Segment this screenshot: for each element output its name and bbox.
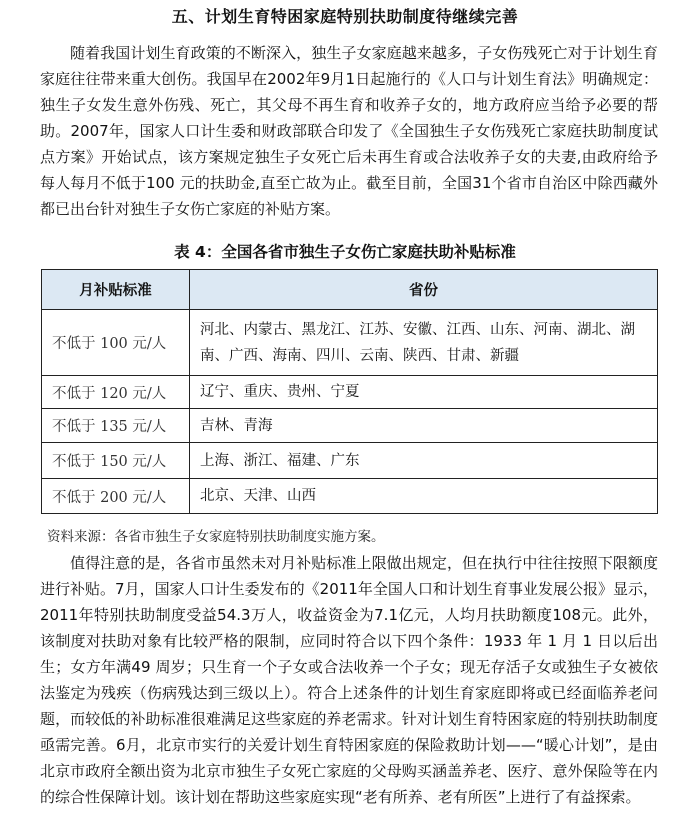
body-paragraph: 值得注意的是，各省市虽然未对月补贴标准上限做出规定，但在执行中往往按照下限额度进行补贴。7月，国家人口计生委发布的《2011年全国人口和计划生育事业发展公报》显示，2011年特别扶助制度受益54.3万人，收益资金为7.1亿元，人均月扶助额度108元。此外，该制度对扶助对象有比较严格的限制，应同时符合以下四个条件：1933 年 1 月 1 日以后出生；女方年满49 周岁；只生育一个子女或合法收养一个子女；现无存活子女或独生子女被依法鉴定为残疾（伤病残达到三级以上）。符合上述条件的计划生育家庭即将或已经面临养老问题，而较低的补助标准很难满足这些家庭的养老需求。针对计划生育特困家庭的特别扶助制度亟需完善。6月，北京市实行的关爱计划生育特困家庭的保险救助计划——“暖心计划”，是由北京市政府全额出资为北京市独生子女死亡家庭的父母购买涵盖养老、医疗、意外保险等在内的综合性保障计划。该计划在帮助这些家庭实现“老有所养、老有所医”上进行了有益探索。	[40, 554, 658, 806]
table-row	[42, 310, 658, 376]
standard-cell: 不低于 200 元/人	[42, 479, 190, 514]
section-title: 五、计划生育特困家庭特别扶助制度待继续完善	[171, 7, 519, 26]
provinces-cell: 河北、内蒙古、黑龙江、江苏、安徽、江西、山东、河南、湖北、湖南、广西、海南、四川、云南、陕西、甘肃、新疆	[190, 310, 658, 376]
standard-cell: 不低于 150 元/人	[42, 443, 190, 479]
header-provinces: 省份	[190, 270, 658, 310]
table-header-row	[42, 270, 658, 310]
table-row	[42, 443, 658, 479]
table-row	[42, 376, 658, 409]
table-row	[42, 409, 658, 443]
provinces-cell: 上海、浙江、福建、广东	[190, 443, 658, 479]
header-monthly-standard: 月补贴标准	[42, 270, 190, 310]
standard-cell: 不低于 100 元/人	[42, 310, 190, 376]
provinces-cell: 北京、天津、山西	[190, 479, 658, 514]
intro-paragraph: 随着我国计划生育政策的不断深入，独生子女家庭越来越多，子女伤残死亡对于计划生育家庭往往带来重大创伤。我国早在2002年9月1日起施行的《人口与计划生育法》明确规定：独生子女发生意外伤残、死亡，其父母不再生育和收养子女的，地方政府应当给予必要的帮助。2007年，国家人口计生委和财政部联合印发了《全国独生子女伤残死亡家庭扶助制度试点方案》开始试点，该方案规定独生子女死亡后未再生育或合法收养子女的夫妻,由政府给予每人每月不低于100 元的扶助金,直至亡故为止。截至目前，全国31个省市自治区中除西藏外都已出台针对独生子女伤亡家庭的补贴方案。	[40, 44, 658, 218]
subsidy-standards-table	[41, 269, 658, 514]
source-note: 资料来源：各省市独生子女家庭特别扶助制度实施方案。	[47, 529, 385, 545]
standard-cell: 不低于 135 元/人	[42, 409, 190, 443]
provinces-cell: 辽宁、重庆、贵州、宁夏	[190, 376, 658, 409]
table-row	[42, 479, 658, 514]
provinces-cell: 吉林、青海	[190, 409, 658, 443]
table-caption: 表 4：全国各省市独生子女伤亡家庭扶助补贴标准	[174, 243, 516, 261]
standard-cell: 不低于 120 元/人	[42, 376, 190, 409]
